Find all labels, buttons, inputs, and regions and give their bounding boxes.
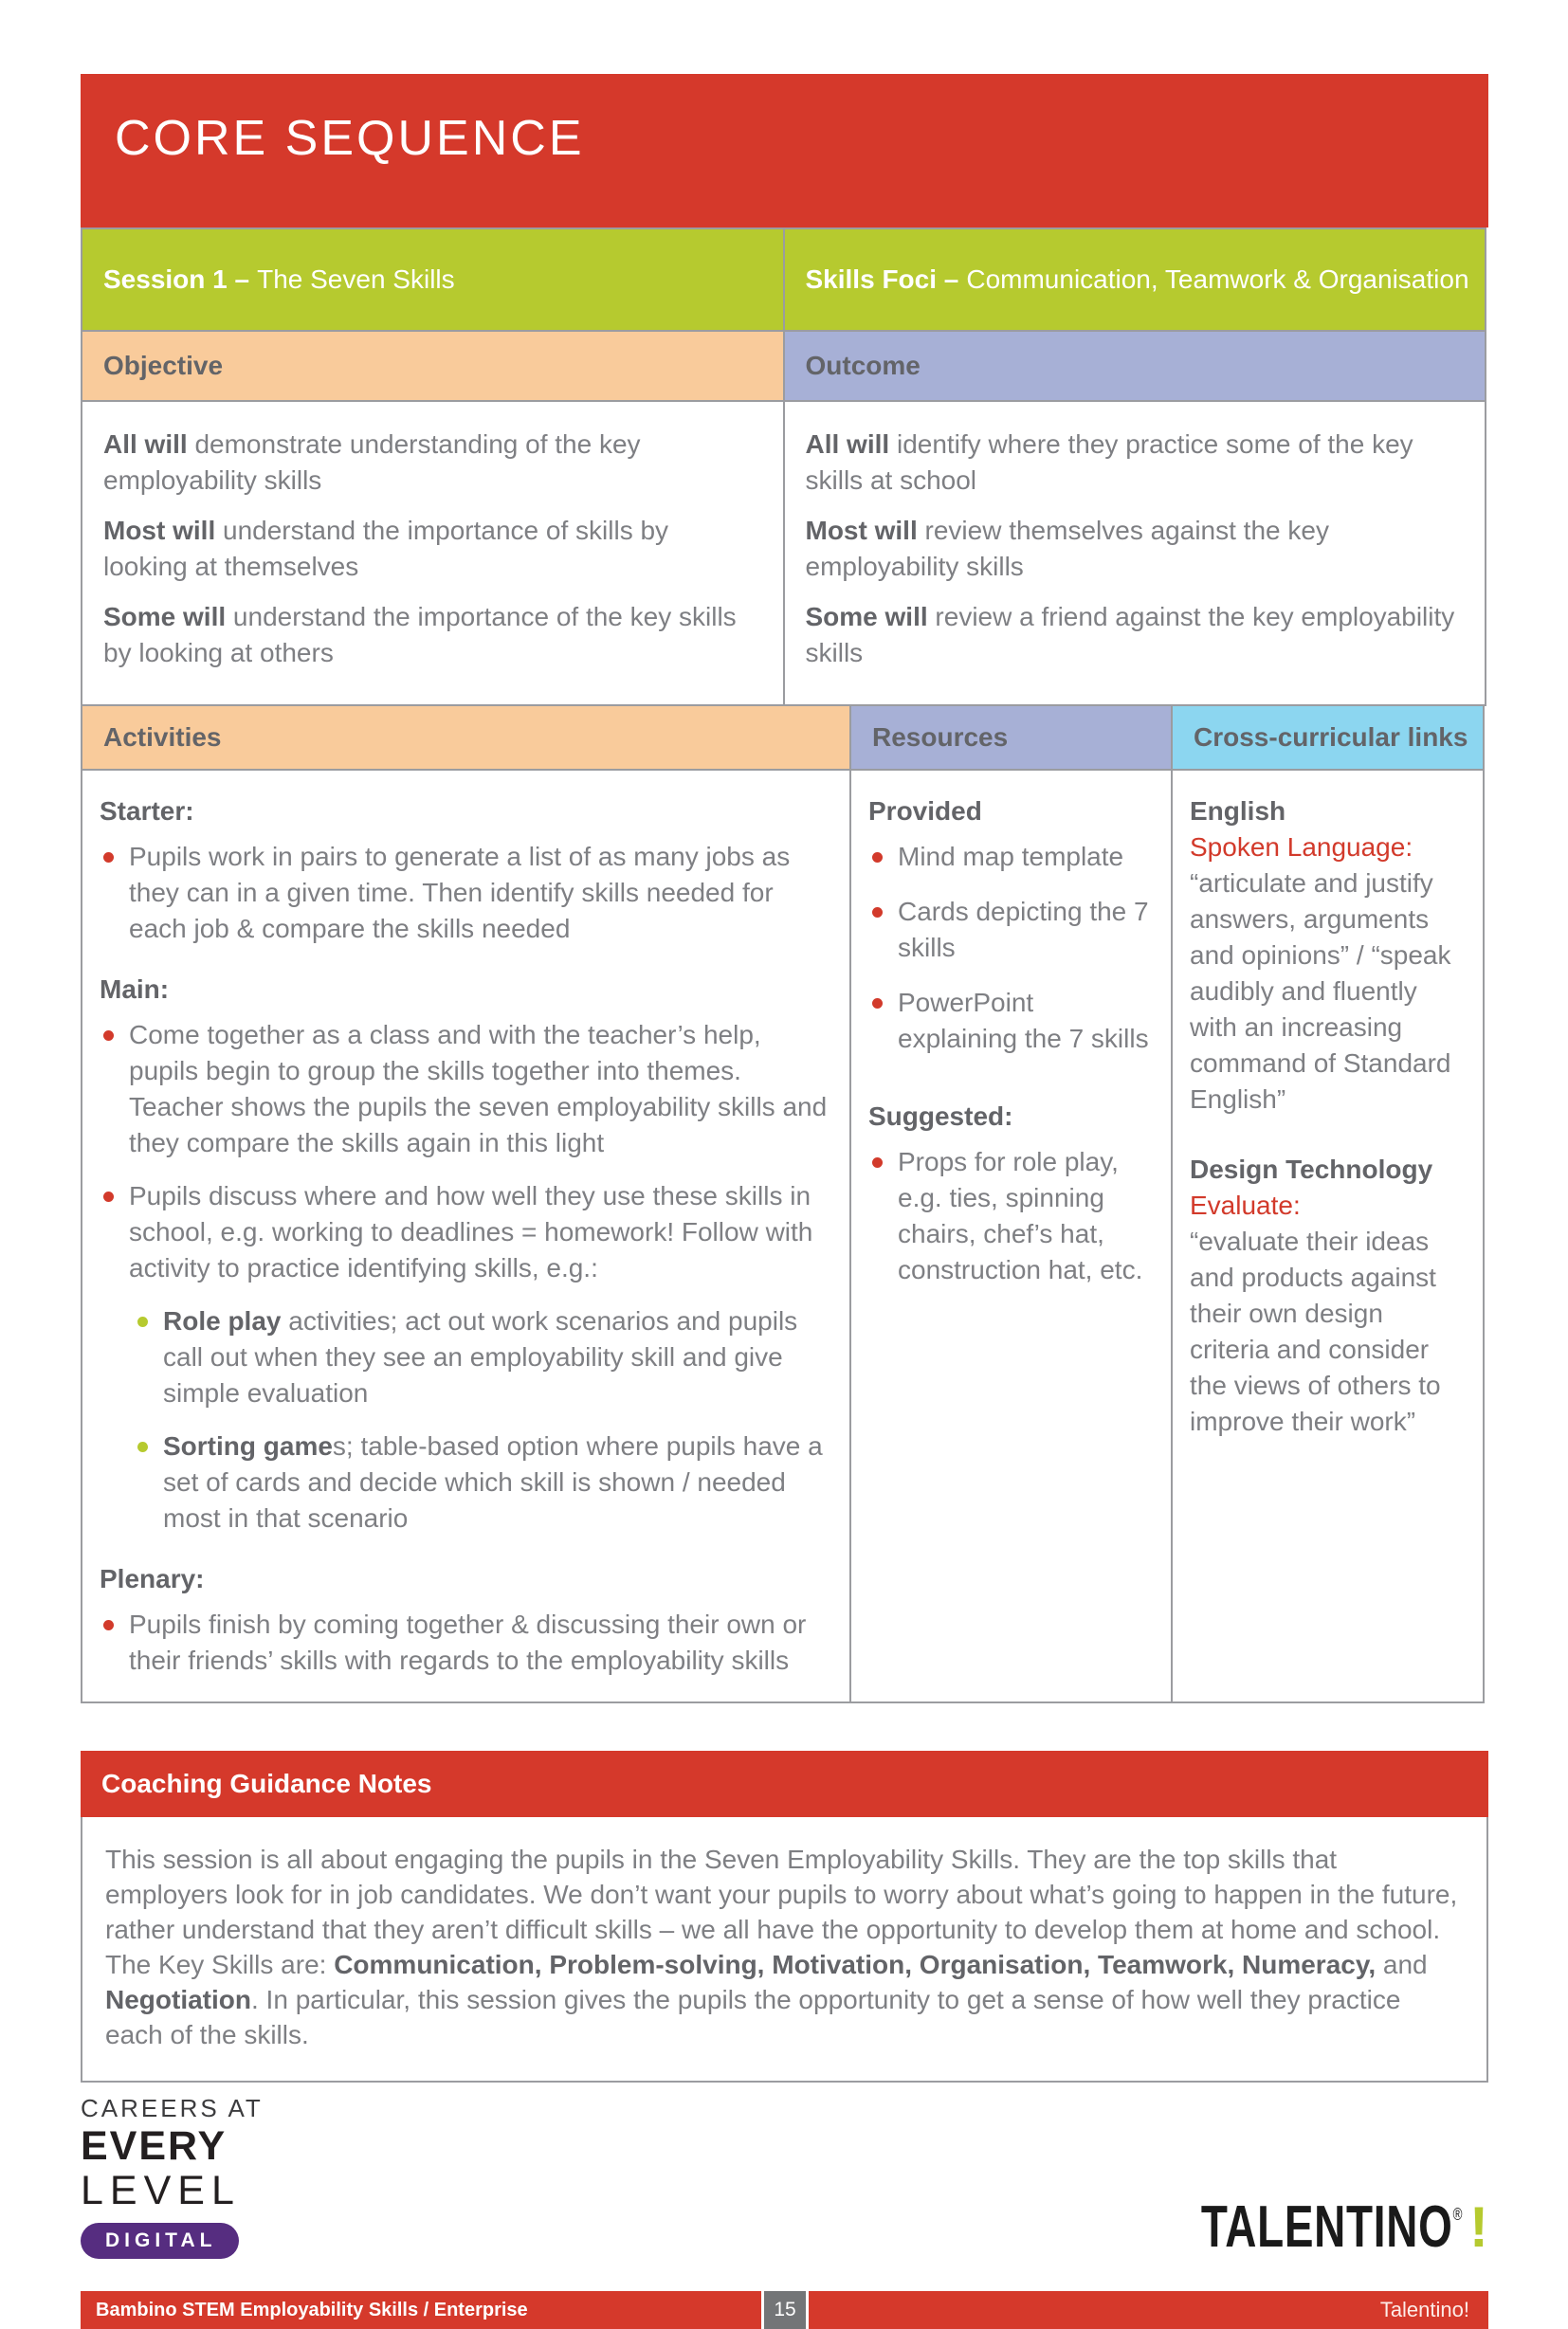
cc-subject: Design Technology: [1190, 1155, 1433, 1184]
list-item-text: PowerPoint explaining the 7 skills: [898, 988, 1149, 1053]
resource-group: [868, 1099, 1152, 1288]
objective-body: [81, 400, 785, 706]
bullet-dot: [872, 907, 883, 918]
list-item-text: Mind map template: [898, 842, 1124, 871]
bullet-dot: [137, 1317, 148, 1327]
differentiated-statement: Most will review themselves against the key employability skills: [805, 516, 1329, 581]
resources-body: [849, 769, 1173, 1703]
cc-subject: English: [1190, 796, 1286, 826]
list-item: [868, 985, 1152, 1057]
list-item: [100, 1178, 830, 1286]
bullet-dot: [872, 852, 883, 863]
cross-curricular-entry: [1190, 793, 1464, 1118]
activities-body: [81, 769, 851, 1703]
list-item: [100, 1017, 830, 1161]
objective-outcome-header-row: [81, 330, 1488, 402]
list-item: [868, 1144, 1152, 1288]
careers-logo-line2: EVERY: [81, 2123, 228, 2169]
skills-foci-label: Skills Foci – Communication, Teamwork & Organisation: [805, 264, 1469, 294]
cc-quote: “evaluate their ideas and products against their own design criteria and consider the views of others to improve their work”: [1190, 1227, 1441, 1436]
list-item-text: Props for role play, e.g. ties, spinning chairs, chef’s hat, construction hat, etc.: [898, 1147, 1143, 1284]
objective-header: Objective: [81, 330, 785, 402]
session-label: Session 1 – The Seven Skills: [103, 264, 455, 294]
cc-topic: Spoken Language:: [1190, 832, 1413, 862]
list-item: [100, 1607, 830, 1679]
list-item-text: Come together as a class and with the teacher’s help, pupils begin to group the skills together into themes. Teacher shows the pupils the seven employability skills and they compare the skills again in this light: [129, 1020, 828, 1157]
list-item: [134, 1303, 830, 1411]
differentiated-statement: Most will understand the importance of skills by looking at themselves: [103, 516, 669, 581]
list-item: [868, 894, 1152, 966]
talentino-logo: [1109, 2194, 1488, 2260]
bullet-dot: [872, 1157, 883, 1168]
coaching-guidance-notes: [81, 1817, 1488, 2083]
careers-logo-line1: CAREERS AT: [81, 2094, 264, 2122]
footer-bar: [81, 2291, 1488, 2329]
resources-header: Resources: [849, 704, 1173, 771]
list-item-text: Cards depicting the 7 skills: [898, 897, 1149, 962]
bullet-dot: [103, 1192, 114, 1202]
list-item-text: Pupils finish by coming together & discussing their own or their friends’ skills with regards to the employability skills: [129, 1610, 807, 1675]
registered-trademark-icon: ®: [1452, 2205, 1463, 2224]
bullet-dot: [103, 1620, 114, 1630]
cross-curricular-header: Cross-curricular links: [1171, 704, 1485, 771]
activities-body-row: [81, 769, 1488, 1703]
list-item-text: Sorting games; table-based option where pupils have a set of cards and decide which skill is shown / needed most in that scenario: [163, 1431, 823, 1533]
session-cell: [81, 227, 785, 332]
list-item-text: Pupils discuss where and how well they use these skills in school, e.g. working to deadlines = homework! Follow with activity to practice identifying skills, e.g.:: [129, 1181, 813, 1283]
section-heading: Plenary:: [100, 1564, 205, 1593]
differentiated-statement: Some will review a friend against the key employability skills: [805, 602, 1455, 667]
core-sequence-banner: [81, 74, 1488, 227]
bullet-dot: [103, 1030, 114, 1041]
coaching-guidance-banner: [81, 1751, 1488, 1817]
cc-quote: “articulate and justify answers, arguments and opinions” / “speak audibly and fluently with an increasing command of Standard English”: [1190, 868, 1451, 1114]
list-item: [134, 1428, 830, 1537]
cross-curricular-body: [1171, 769, 1485, 1703]
coaching-paragraph: This session is all about engaging the pupils in the Seven Employability Skills. They are the top skills that employers look for in job candidates. We don’t want your pupils to worry about what’s going to happen in the future, rather understand that they aren’t difficult skills – we all have the opportunity to develop them at home and school. The Key Skills are: Communication, Problem-solving, Motivation, Organisation, Teamwork, Numeracy, and Negotiation. In particular, this session gives the pupils the opportunity to get a sense of how well they practice each of the skills.: [105, 1845, 1458, 2049]
differentiated-statement: All will identify where they practice some of the key skills at school: [805, 429, 1413, 495]
page-number: 15: [764, 2291, 806, 2329]
list-item-text: Pupils work in pairs to generate a list of as many jobs as they can in a given time. Then identify skills needed for each job & compare the skills needed: [129, 842, 791, 943]
page-title: CORE SEQUENCE: [115, 111, 585, 166]
talentino-exclamation-icon: !: [1469, 2195, 1488, 2259]
careers-logo-line3: LEVEL: [81, 2168, 241, 2213]
differentiated-statement: Some will understand the importance of the key skills by looking at others: [103, 602, 737, 667]
list-item-text: Role play activities; act out work scenarios and pupils call out when they see an employability skill and give simple evaluation: [163, 1306, 798, 1408]
digital-badge: DIGITAL: [81, 2223, 239, 2259]
footer-document-title: Bambino STEM Employability Skills / Enterprise: [81, 2291, 761, 2329]
list-item: [868, 839, 1152, 875]
coaching-guidance-title: Coaching Guidance Notes: [101, 1769, 432, 1798]
bullet-dot: [103, 852, 114, 863]
footer-logos: [81, 2094, 1488, 2260]
talentino-wordmark: TALENTINO: [1200, 2194, 1453, 2260]
cc-topic: Evaluate:: [1190, 1191, 1301, 1220]
list-item: [100, 839, 830, 947]
bullet-dot: [137, 1442, 148, 1452]
cross-curricular-entry: [1190, 1152, 1464, 1440]
objective-outcome-body-row: [81, 400, 1488, 706]
section-heading: Main:: [100, 974, 170, 1004]
outcome-header: Outcome: [783, 330, 1487, 402]
session-row: [81, 227, 1488, 332]
section-heading: Starter:: [100, 796, 194, 826]
outcome-body: [783, 400, 1487, 706]
footer-brand: Talentino!: [809, 2291, 1488, 2329]
section-heading: Provided: [868, 796, 982, 826]
activities-header-row: [81, 704, 1488, 771]
section-heading: Suggested:: [868, 1101, 1013, 1131]
differentiated-statement: All will demonstrate understanding of the key employability skills: [103, 429, 641, 495]
bullet-dot: [872, 998, 883, 1009]
activities-header: Activities: [81, 704, 851, 771]
resource-group: [868, 793, 1152, 1057]
lesson-plan-page: [81, 74, 1488, 2329]
careers-at-every-level-logo: [81, 2096, 264, 2259]
skills-foci-cell: [783, 227, 1487, 332]
